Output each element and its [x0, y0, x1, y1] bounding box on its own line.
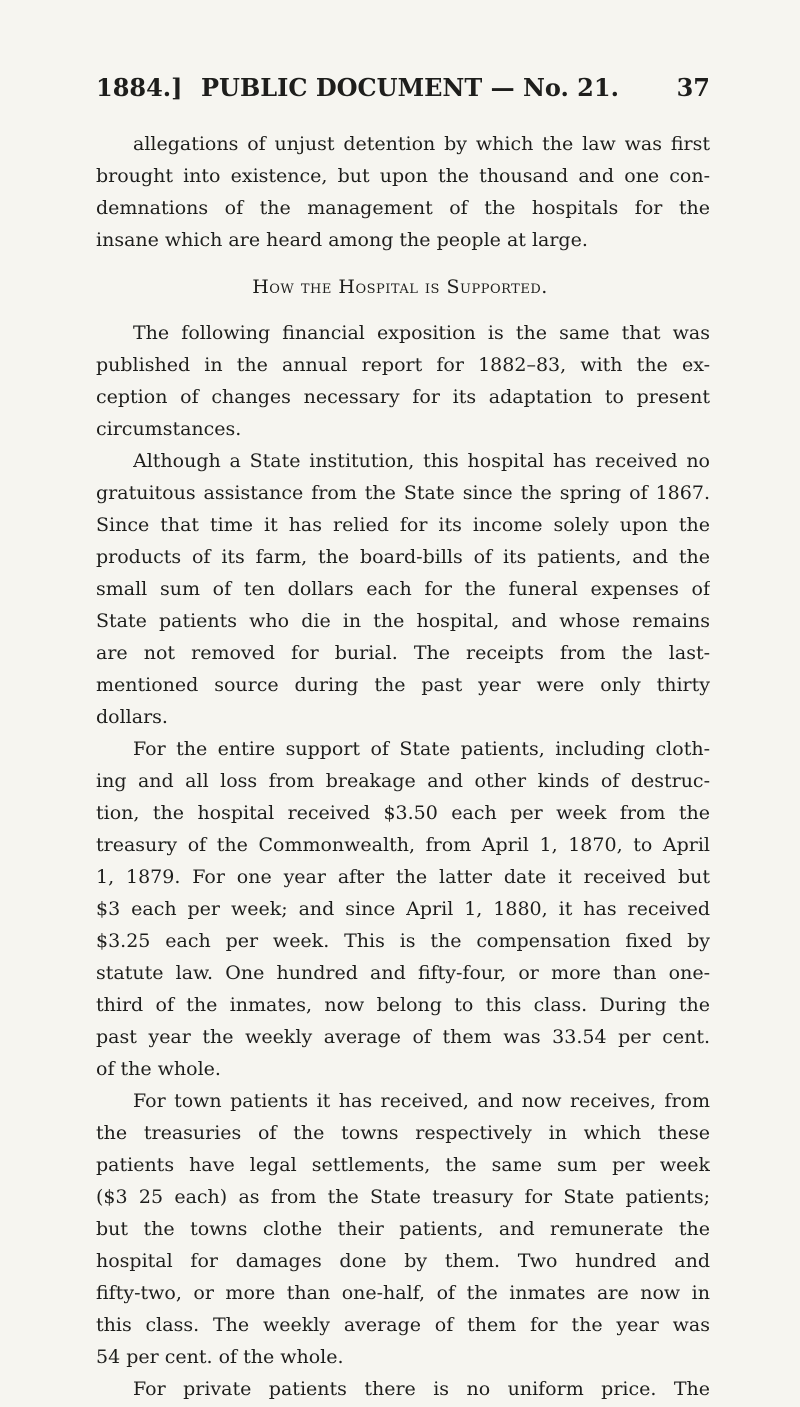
text-line: [0, 1245, 800, 1277]
text-line: [0, 829, 800, 861]
text-line-content: of the whole.: [96, 1058, 221, 1080]
text-line: [0, 1021, 800, 1053]
text-line: [0, 669, 800, 701]
text-line-content: State patients who die in the hospital, and whose remains: [96, 610, 710, 632]
text-line: [0, 445, 800, 477]
text-line-content: products of its farm, the board-bills of its patients, and the: [96, 546, 710, 568]
text-line-content: hospital for damages done by them. Two hundred and: [96, 1250, 710, 1272]
text-line: [0, 349, 800, 381]
text-line: [0, 1117, 800, 1149]
text-line-content: are not removed for burial. The receipts from the last-: [96, 642, 710, 664]
running-header: [96, 68, 710, 108]
text-line: [0, 477, 800, 509]
text-line-content: 1, 1879. For one year after the latter date it received but: [96, 866, 710, 888]
text-line-content: this class. The weekly average of them for the year was: [96, 1314, 710, 1336]
text-line-content: past year the weekly average of them was 33.54 per cent.: [96, 1026, 710, 1048]
text-line-content: For town patients it has received, and now receives, from: [133, 1090, 710, 1112]
text-line: [0, 925, 800, 957]
text-line-content: but the towns clothe their patients, and remunerate the: [96, 1218, 710, 1240]
text-line: [0, 1085, 800, 1117]
text-line-content: For the entire support of State patients, including cloth-: [133, 738, 710, 760]
text-line: [0, 1341, 800, 1373]
text-line-content: third of the inmates, now belong to this class. During the: [96, 994, 710, 1016]
text-line-content: For private patients there is no uniform price. The: [133, 1378, 710, 1400]
text-line: [0, 989, 800, 1021]
text-line-content: dollars.: [96, 706, 168, 728]
text-line-content: mentioned source during the past year were only thirty: [96, 674, 710, 696]
text-line: [0, 1053, 800, 1085]
text-line-content: ($3 25 each) as from the State treasury for State patients;: [96, 1186, 710, 1208]
text-line-content: allegations of unjust detention by which the law was first: [133, 133, 710, 155]
text-line: [0, 381, 800, 413]
text-line: [0, 765, 800, 797]
text-line-content: ing and all loss from breakage and other kinds of destruc-: [96, 770, 710, 792]
text-line: [0, 541, 800, 573]
text-line: [0, 701, 800, 733]
text-line: [0, 957, 800, 989]
text-line-content: The following financial exposition is the same that was: [133, 322, 710, 344]
text-line: [0, 733, 800, 765]
text-line-content: tion, the hospital received $3.50 each per week from the: [96, 802, 710, 824]
text-line: [0, 1373, 800, 1405]
text-line-content: the treasuries of the towns respectively in which these: [96, 1122, 710, 1144]
text-line: [0, 509, 800, 541]
text-line: [0, 317, 800, 349]
text-line: [0, 1277, 800, 1309]
text-line-content: treasury of the Commonwealth, from April 1, 1870, to April: [96, 834, 710, 856]
text-line-content: brought into existence, but upon the thousand and one con-: [96, 165, 710, 187]
text-line: [0, 224, 800, 256]
section-heading-text: How the Hospital is Supported.: [252, 276, 548, 298]
text-line: [0, 1181, 800, 1213]
text-line: [0, 861, 800, 893]
section-heading: [0, 271, 800, 303]
text-line-content: insane which are heard among the people at large.: [96, 229, 588, 251]
text-line: [0, 1213, 800, 1245]
text-line: [0, 128, 800, 160]
text-line-content: fifty-two, or more than one-half, of the inmates are now in: [96, 1282, 710, 1304]
text-line-content: small sum of ten dollars each for the funeral expenses of: [96, 578, 710, 600]
text-line-content: $3 each per week; and since April 1, 1880, it has received: [96, 898, 710, 920]
text-line-content: ception of changes necessary for its adaptation to present: [96, 386, 710, 408]
text-line: [0, 573, 800, 605]
text-line-content: demnations of the management of the hospitals for the: [96, 197, 710, 219]
text-line: [0, 192, 800, 224]
text-line-content: Although a State institution, this hospital has received no: [133, 450, 710, 472]
text-line-content: 54 per cent. of the whole.: [96, 1346, 344, 1368]
text-line-content: $3.25 each per week. This is the compensation fixed by: [96, 930, 710, 952]
header-title: PUBLIC DOCUMENT — No. 21.: [201, 73, 619, 102]
text-line-content: gratuitous assistance from the State since the spring of 1867.: [96, 482, 710, 504]
text-line-content: published in the annual report for 1882–83, with the ex-: [96, 354, 710, 376]
text-line: [0, 1309, 800, 1341]
page-number: 37: [676, 73, 710, 102]
text-line: [0, 413, 800, 445]
text-line-content: statute law. One hundred and fifty-four, or more than one-: [96, 962, 710, 984]
text-line-content: circumstances.: [96, 418, 242, 440]
text-line-content: Since that time it has relied for its income solely upon the: [96, 514, 710, 536]
text-line: [0, 893, 800, 925]
text-line: [0, 637, 800, 669]
text-line-content: patients have legal settlements, the same sum per week: [96, 1154, 710, 1176]
header-year: 1884.]: [96, 73, 183, 102]
text-line: [0, 160, 800, 192]
text-line: [0, 605, 800, 637]
text-line: [0, 1149, 800, 1181]
text-line: [0, 797, 800, 829]
